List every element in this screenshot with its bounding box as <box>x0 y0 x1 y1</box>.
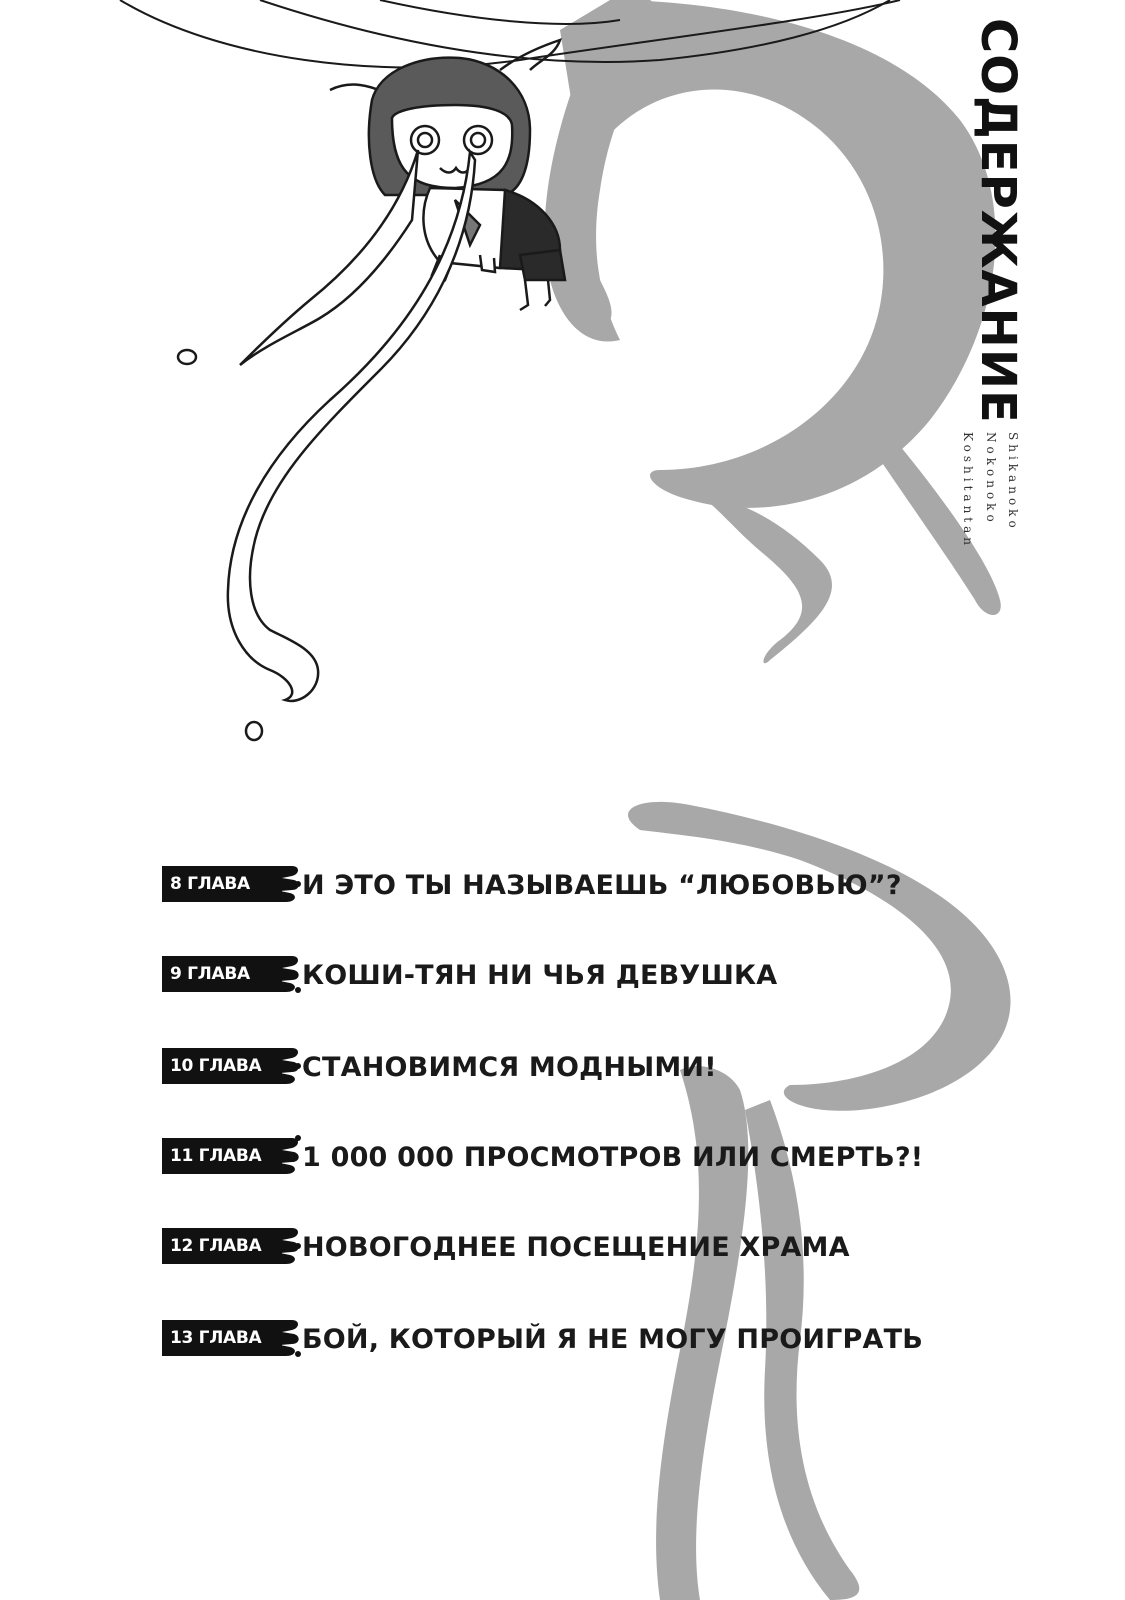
chapter-title: КОШИ-ТЯН НИ ЧЬЯ ДЕВУШКА <box>302 960 778 991</box>
chapter-title: 1 000 000 ПРОСМОТРОВ ИЛИ СМЕРТЬ?! <box>302 1142 924 1173</box>
chapter-number: 9 ГЛАВА <box>170 964 250 984</box>
chapter-badge <box>162 1228 282 1264</box>
toc-item-chapter-10[interactable] <box>162 1044 942 1088</box>
chapter-number: 12 ГЛАВА <box>170 1236 262 1256</box>
chapter-title: И ЭТО ТЫ НАЗЫВАЕШЬ “ЛЮБОВЬЮ”? <box>302 870 902 901</box>
toc-item-chapter-12[interactable] <box>162 1224 942 1268</box>
chapter-badge <box>162 1048 282 1084</box>
toc-item-chapter-8[interactable] <box>162 862 942 906</box>
chapter-badge <box>162 1138 282 1174</box>
subtitle-line-2: Nokonoko <box>984 432 998 526</box>
ink-splash-icon <box>274 862 302 906</box>
chapter-number: 11 ГЛАВА <box>170 1146 262 1166</box>
toc-item-chapter-11[interactable] <box>162 1134 942 1178</box>
subtitle-line-1: Shikanoko <box>1006 432 1020 532</box>
chapter-title: БОЙ, КОТОРЫЙ Я НЕ МОГУ ПРОИГРАТЬ <box>302 1324 924 1355</box>
ink-splash-icon <box>274 1044 302 1088</box>
chapter-title: СТАНОВИМСЯ МОДНЫМИ! <box>302 1052 717 1083</box>
page-title: СОДЕРЖАНИЕ <box>970 18 1026 424</box>
toc-item-chapter-9[interactable] <box>162 952 942 996</box>
chapter-badge <box>162 1320 282 1356</box>
chapter-title: НОВОГОДНЕЕ ПОСЕЩЕНИЕ ХРАМА <box>302 1232 850 1263</box>
ink-splash-icon <box>274 1224 302 1268</box>
subtitle-line-3: Koshitantan <box>961 432 975 550</box>
chapter-number: 13 ГЛАВА <box>170 1328 262 1348</box>
ink-splash-icon <box>274 1316 302 1360</box>
chapter-badge <box>162 956 282 992</box>
chapter-badge <box>162 866 282 902</box>
chapter-number: 10 ГЛАВА <box>170 1056 262 1076</box>
ink-splash-icon <box>274 952 302 996</box>
toc-item-chapter-13[interactable] <box>162 1316 942 1360</box>
ink-splash-icon <box>274 1134 302 1178</box>
chapter-number: 8 ГЛАВА <box>170 874 250 894</box>
chibi-girl-illustration <box>178 40 565 740</box>
